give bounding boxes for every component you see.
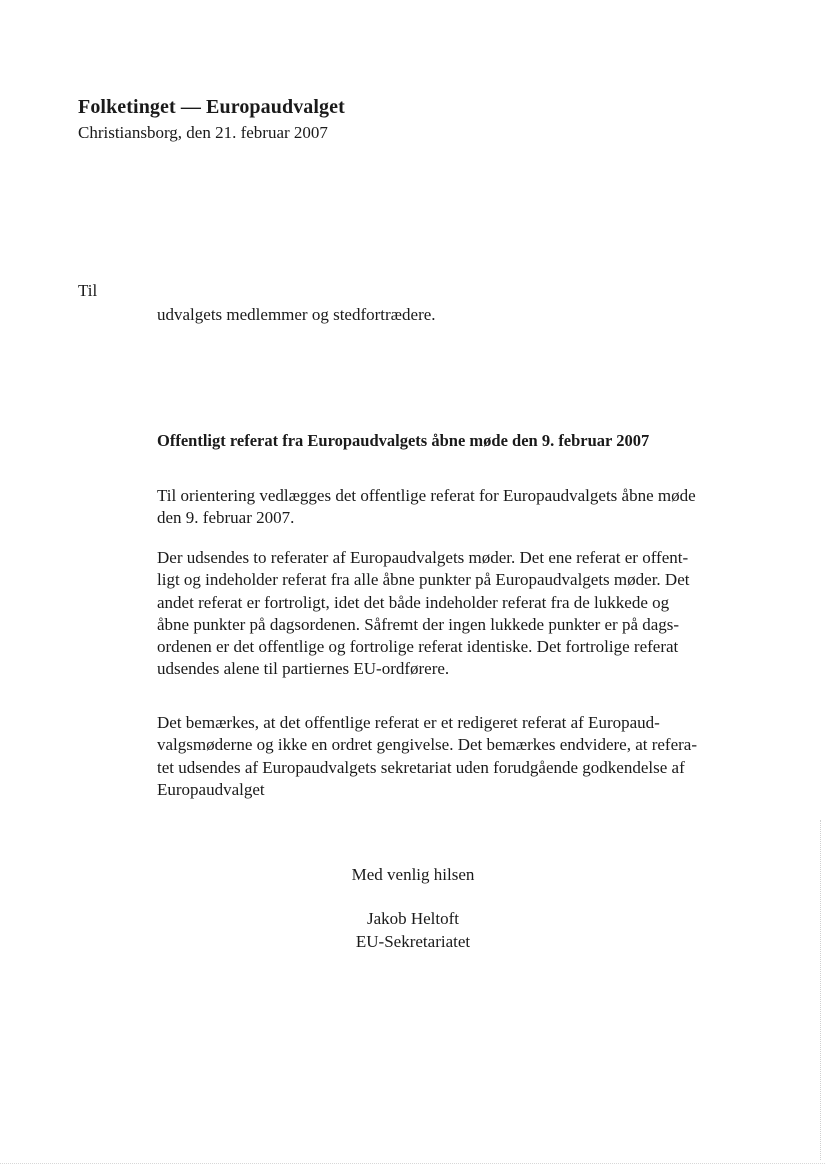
signatory-department: EU-Sekretariatet xyxy=(355,932,471,951)
paragraph-line: Europaudvalget xyxy=(157,779,265,799)
place-and-date: Christiansborg, den 21. februar 2007 xyxy=(78,123,328,142)
scan-edge-right xyxy=(820,820,821,1160)
paragraph-line: Til orientering vedlægges det offentlige referat for Europaudvalgets åbne møde xyxy=(157,486,696,505)
paragraph-line: ordenen er det offentlige og fortrolige referat identiske. Det fortrolige referat xyxy=(157,637,679,657)
paragraph-line: den 9. februar 2007. xyxy=(157,508,295,528)
paragraph-line: åbne punkter på dagsordenen. Såfremt der ingen lukkede punkter er på dags- xyxy=(157,614,680,634)
paragraph-line: Det bemærkes, at det offentlige referat er et redigeret referat af Europaud- xyxy=(157,713,660,732)
signatory-name: Jakob Heltoft xyxy=(366,909,460,928)
letter-subject: Offentligt referat fra Europaudvalgets åbne møde den 9. februar 2007 xyxy=(157,431,650,450)
body-paragraph-1 xyxy=(157,485,757,530)
addressee-recipients: udvalgets medlemmer og stedfortrædere. xyxy=(157,305,436,324)
paragraph-line: udsendes alene til partiernes EU-ordførere. xyxy=(157,659,450,679)
paragraph-line: valgsmøderne og ikke en ordret gengivelse. Det bemærkes endvidere, at refera- xyxy=(157,735,698,755)
paragraph-line: tet udsendes af Europaudvalgets sekretariat uden forudgående godkendelse af xyxy=(157,757,685,777)
closing-greeting: Med venlig hilsen xyxy=(351,865,475,884)
body-paragraph-2 xyxy=(157,547,757,681)
body-paragraph-3 xyxy=(157,712,757,801)
paragraph-line: andet referat er fortroligt, idet det både indeholder referat fra de lukkede og xyxy=(157,592,670,612)
addressee-label: Til xyxy=(78,281,98,300)
paragraph-line: Der udsendes to referater af Europaudvalgets møder. Det ene referat er offent- xyxy=(157,548,689,567)
organization-title: Folketinget — Europaudvalget xyxy=(78,96,345,118)
paragraph-line: ligt og indeholder referat fra alle åbne punkter på Europaudvalgets møder. Det xyxy=(157,570,690,590)
scan-edge-bottom xyxy=(0,1163,825,1164)
